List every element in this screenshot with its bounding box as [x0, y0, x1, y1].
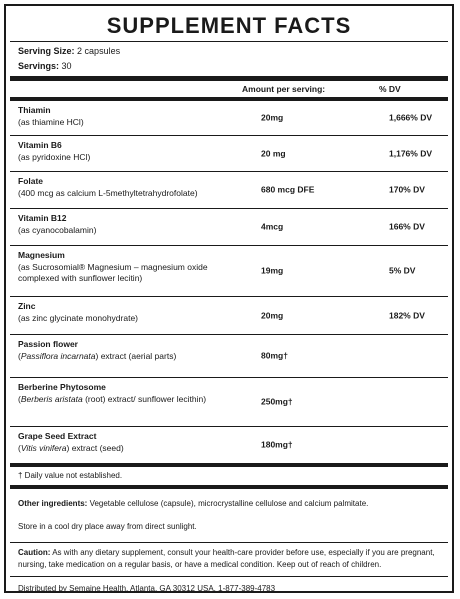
dv-header: % DV [379, 84, 401, 94]
caution-label: Caution: [18, 548, 51, 557]
botanical-name: Berberis aristata [20, 393, 83, 404]
nutrient-source: (as thiamine HCl) [18, 116, 84, 127]
serving-size [6, 44, 452, 59]
amount-header: Amount per serving: [242, 84, 326, 94]
nutrient-row [6, 246, 452, 296]
other-ingredients-text: Vegetable cellulose (capsule), microcrystalline cellulose and calcium palmitate. [87, 499, 369, 508]
nutrient-source-text: ) extract (aerial parts) [95, 350, 177, 361]
nutrient-name: Passion flower [18, 339, 78, 349]
servings-value: 30 [61, 61, 72, 71]
nutrient-source-text: ( [18, 393, 21, 404]
nutrient-name: Folate [18, 176, 44, 186]
nutrient-source: (400 mcg as calcium L-5methyltetrahydrofolate) [18, 187, 198, 198]
nutrient-dv: 1,666% DV [389, 112, 432, 123]
storage-note: Store in a cool dry place away from direct sunlight. [18, 522, 197, 531]
nutrient-name: Berberine Phytosome [18, 382, 106, 392]
nutrient-name: Magnesium [18, 250, 65, 260]
nutrient-amount: 20 mg [261, 147, 286, 158]
nutrient-name: Vitamin B6 [18, 140, 62, 150]
servings-label: Servings: [18, 61, 60, 71]
column-header [6, 81, 452, 97]
nutrient-amount: 20mg [261, 112, 284, 123]
nutrient-amount: 80mg† [261, 350, 288, 361]
nutrient-row [6, 335, 452, 377]
nutrient-source: (as Sucrosomial® Magnesium – magnesium oxide complexed with sunflower lecitin) [18, 261, 208, 283]
serving-size-value: 2 capsules [77, 46, 121, 56]
nutrient-row [6, 378, 452, 426]
nutrient-source-text: (root) extract/ sunflower lecithin) [82, 393, 207, 404]
panel-title: SUPPLEMENT FACTS [106, 13, 352, 38]
nutrient-source-text: ) extract (seed) [66, 442, 124, 453]
caution-note [6, 543, 452, 571]
nutrient-amount: 4mcg [261, 221, 284, 232]
nutrient-rows [6, 101, 452, 463]
nutrient-name: Grape Seed Extract [18, 431, 97, 441]
nutrient-source-text: ( [18, 442, 21, 453]
nutrient-amount: 680 mcg DFE [261, 184, 315, 195]
caution-text: As with any dietary supplement, consult your health-care provider before use, especially if you are pregnant, nursing, take medication on a regular basis, or have a medical condition. Keep out of reach of children. [18, 548, 435, 569]
nutrient-source: (as zinc glycinate monohydrate) [18, 312, 139, 323]
servings [6, 59, 452, 74]
nutrient-source: (as cyanocobalamin) [18, 224, 97, 235]
nutrient-source [18, 351, 243, 363]
nutrient-name: Thiamin [18, 105, 51, 115]
nutrient-source [18, 443, 243, 455]
supplement-facts-panel [4, 4, 454, 593]
botanical-name: Vitis vinifera [20, 442, 67, 453]
nutrient-source-text: ( [18, 350, 21, 361]
nutrient-source [18, 394, 243, 406]
dagger-note: † Daily value not established. [18, 471, 123, 480]
botanical-name: Passiflora incarnata [20, 350, 96, 361]
serving-size-label: Serving Size: [18, 46, 75, 56]
nutrient-amount: 19mg [261, 265, 284, 276]
nutrient-row [6, 136, 452, 171]
nutrient-row [6, 297, 452, 334]
nutrient-row [6, 427, 452, 463]
nutrient-dv: 5% DV [389, 265, 416, 276]
nutrient-dv: 166% DV [389, 221, 425, 232]
other-ingredients-label: Other ingredients: [18, 499, 88, 508]
nutrient-name: Vitamin B12 [18, 213, 67, 223]
nutrient-row [6, 209, 452, 245]
nutrient-row [6, 101, 452, 135]
nutrient-amount: 20mg [261, 309, 284, 320]
other-ingredients [6, 489, 452, 510]
nutrient-dv: 182% DV [389, 309, 425, 320]
nutrient-dv: 1,176% DV [389, 147, 432, 158]
nutrient-name: Zinc [18, 301, 36, 311]
nutrient-source: (as pyridoxine HCl) [18, 151, 91, 162]
nutrient-amount: 180mg† [261, 439, 293, 450]
nutrient-dv: 170% DV [389, 184, 425, 195]
nutrient-amount: 250mg† [261, 396, 293, 407]
divider [10, 41, 448, 42]
nutrient-row [6, 172, 452, 208]
distributor-note: Distributed by Semaine Health, Atlanta, GA 30312 USA, 1-877-389-4783 [18, 584, 276, 593]
